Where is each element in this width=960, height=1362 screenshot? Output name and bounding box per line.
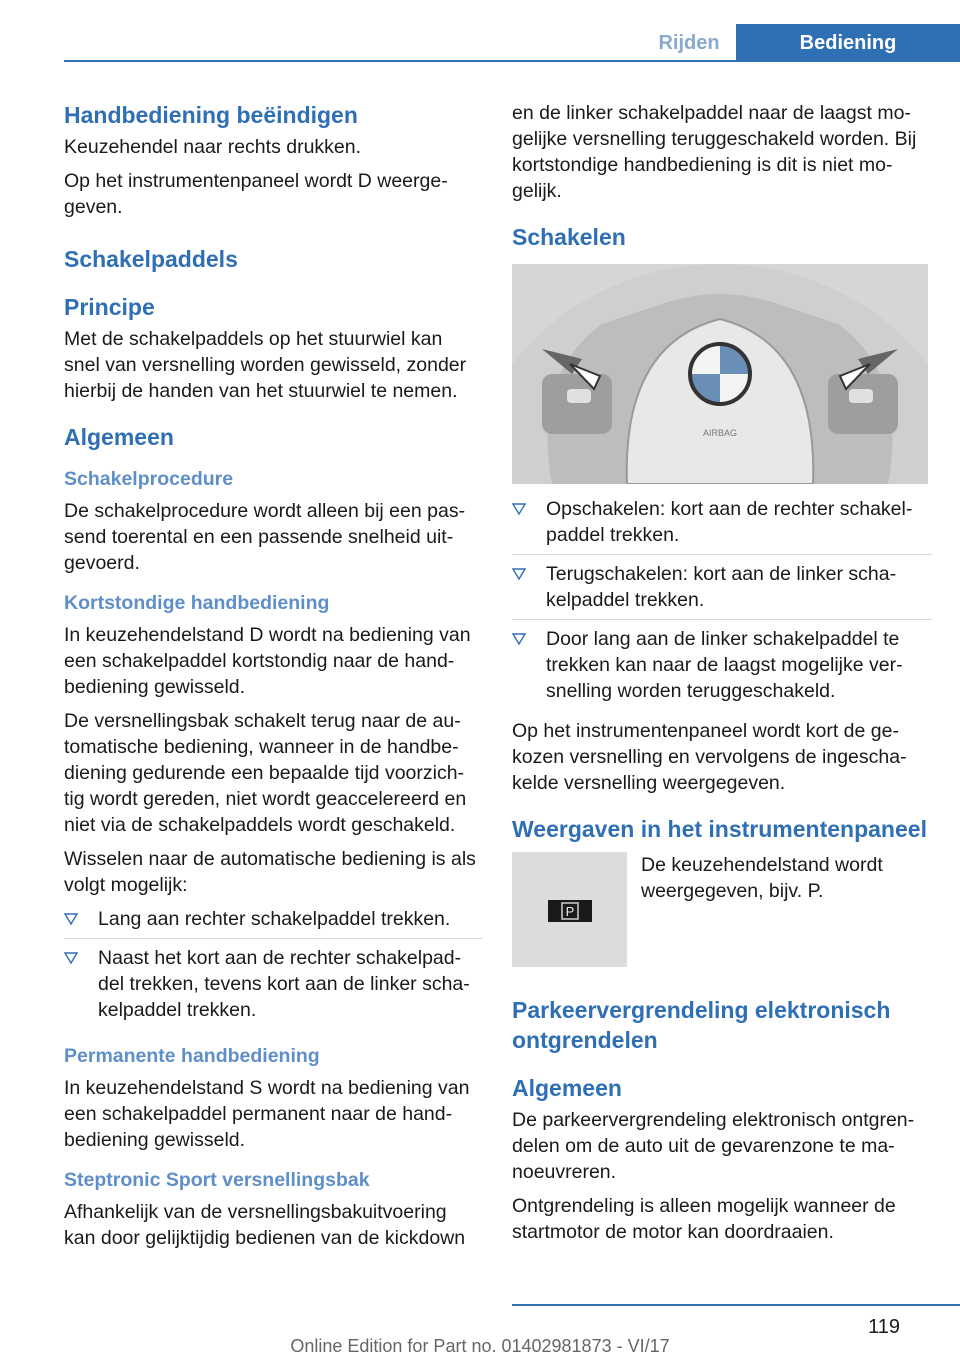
left-column <box>64 100 482 1259</box>
triangle-bullet-icon <box>64 951 78 965</box>
heading-parking-lock: Parkeervergrendeling elektronisch ontgrendelen <box>512 997 891 1053</box>
paragraph: Afhankelijk van de versnellingsbakuitvoering kan door gelijktijdig bedienen van de kickdown <box>64 1201 466 1249</box>
list-item <box>512 626 932 710</box>
triangle-bullet-icon <box>512 567 526 581</box>
display-p-image <box>512 852 627 967</box>
paragraph: Met de schakelpaddels op het stuurwiel kan snel van versnelling worden gewisseld, zonder hierbij de handen van het stuurwiel te nemen. <box>64 328 467 402</box>
bullet-list <box>512 496 932 710</box>
steering-wheel-illustration <box>512 264 928 484</box>
right-column <box>512 100 932 1253</box>
triangle-bullet-icon <box>512 632 526 646</box>
paragraph: Keuzehendel naar rechts drukken. <box>64 136 362 158</box>
heading-steptronic: Steptronic Sport versnellingsbak <box>64 1169 370 1191</box>
page-number: 119 <box>868 1316 900 1338</box>
page-header <box>64 24 960 62</box>
heading-instrument-display: Weergaven in het instrumentenpaneel <box>512 816 927 842</box>
steering-wheel-figure <box>512 264 928 484</box>
list-item <box>512 496 932 555</box>
heading-short-manual: Kortstondige handbediening <box>64 592 330 614</box>
paragraph: De keuzehendelstand wordt weergegeven, bijv. P. <box>641 854 883 902</box>
list-item-text: Opschakelen: kort aan de rechter schakel-paddel trekken. <box>546 498 913 546</box>
paragraph: De schakelprocedure wordt alleen bij een pas-send toerental en een passende snelheid uit-gevoerd. <box>64 500 466 574</box>
airbag-label: AIRBAG <box>702 428 738 438</box>
list-item <box>512 561 932 620</box>
list-item-text: Door lang aan de linker schakelpaddel te trekken kan naar de laagst mogelijke ver-snelling worden teruggeschakeld. <box>546 628 903 702</box>
heading-shift-paddles: Schakelpaddels <box>64 246 238 272</box>
heading-general: Algemeen <box>64 424 174 450</box>
footer-divider <box>512 1304 960 1306</box>
heading-parking-general: Algemeen <box>512 1075 622 1101</box>
heading-shifting: Schakelen <box>512 224 626 250</box>
paragraph: Ontgrendeling is alleen mogelijk wanneer de startmotor de motor kan doordraaien. <box>512 1195 896 1243</box>
triangle-bullet-icon <box>64 912 78 926</box>
header-tab-rijden: Rijden <box>658 32 720 54</box>
list-item-text: Terugschakelen: kort aan de linker scha-kelpaddel trekken. <box>546 563 897 611</box>
gear-p-icon <box>512 852 627 967</box>
bullet-list <box>64 906 482 1029</box>
display-p-letter: P <box>565 904 575 919</box>
triangle-bullet-icon <box>512 502 526 516</box>
edition-footer: Online Edition for Part no. 01402981873 - VI/17 <box>290 1336 670 1356</box>
header-divider <box>64 60 960 62</box>
paragraph: en de linker schakelpaddel naar de laagst mo-gelijke versnelling teruggeschakeld worden. Bij kortstondige handbediening is dit is niet mo-gelijk. <box>512 102 917 202</box>
heading-end-manual: Handbediening beëindigen <box>64 102 358 128</box>
paragraph: In keuzehendelstand S wordt na bediening van een schakelpaddel permanent naar de hand-bediening gewisseld. <box>64 1077 470 1151</box>
paragraph: De parkeervergrendeling elektronisch ontgren-delen om de auto uit de gevarenzone te ma-noeuvreren. <box>512 1109 915 1183</box>
display-example <box>512 852 932 967</box>
list-item <box>64 945 482 1029</box>
list-item-text: Naast het kort aan de rechter schakelpad-del trekken, tevens kort aan de linker scha-kelpaddel trekken. <box>98 947 470 1021</box>
list-item-text: Lang aan rechter schakelpaddel trekken. <box>98 908 451 930</box>
heading-shift-procedure: Schakelprocedure <box>64 468 234 490</box>
list-item <box>64 906 482 939</box>
paragraph: Op het instrumentenpaneel wordt kort de ge-kozen versnelling en vervolgens de ingescha-kelde versnelling weergegeven. <box>512 720 907 794</box>
header-tab-bediening: Bediening <box>736 24 960 62</box>
heading-permanent-manual: Permanente handbediening <box>64 1045 320 1067</box>
paragraph: Op het instrumentenpaneel wordt D weerge-geven. <box>64 170 448 218</box>
paragraph: In keuzehendelstand D wordt na bediening van een schakelpaddel kortstondig naar de hand-bediening gewisseld. <box>64 624 471 698</box>
heading-principle: Principe <box>64 294 155 320</box>
paragraph: De versnellingsbak schakelt terug naar de au-tomatische bediening, wanneer in de handbe-diening gedurende een bepaalde tijd voorzich-tig wordt gereden, niet wordt geaccelereerd en niet via de schakelpaddels wordt geschakeld. <box>64 710 467 836</box>
paragraph: Wisselen naar de automatische bediening is als volgt mogelijk: <box>64 848 476 896</box>
